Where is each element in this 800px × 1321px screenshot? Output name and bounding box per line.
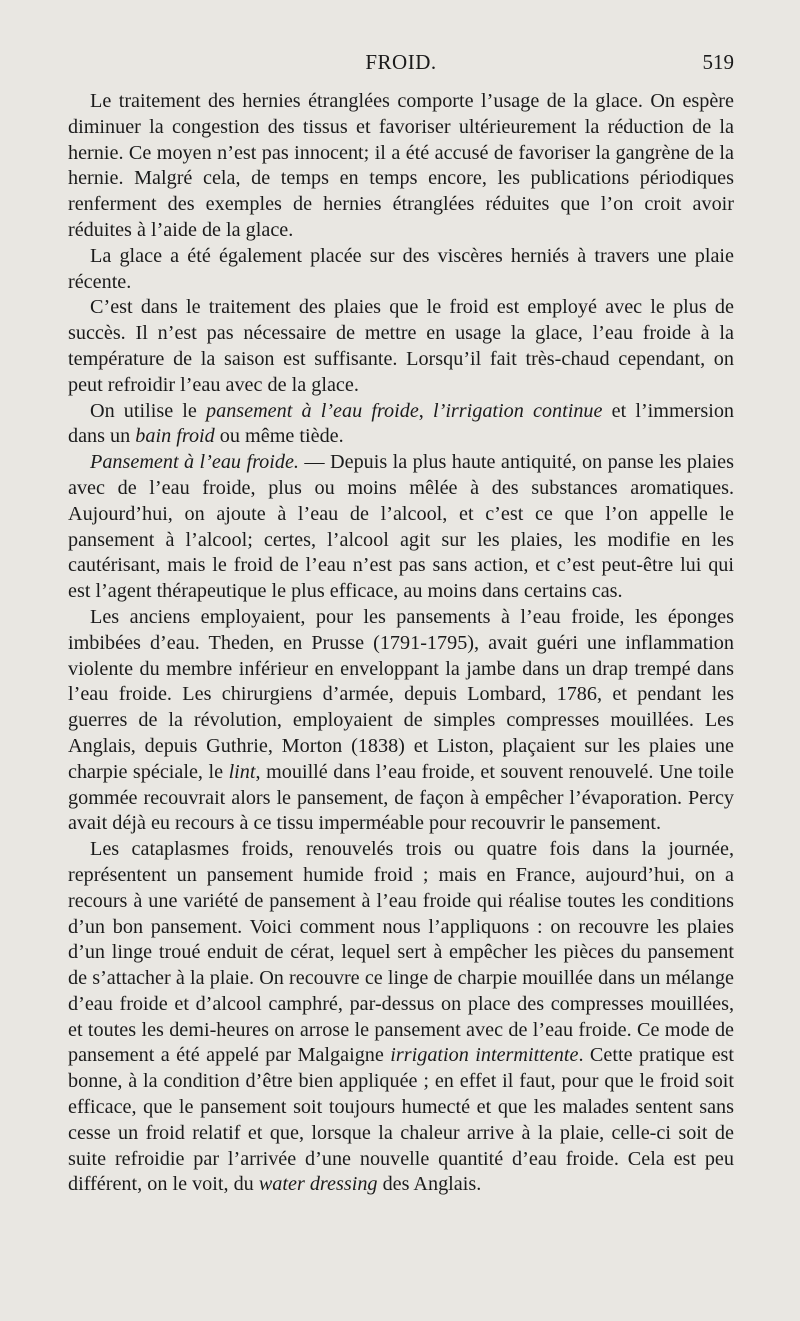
paragraph-text: On utilise le (90, 399, 206, 422)
running-head: FROID. (365, 50, 437, 74)
italic-term: lint (228, 760, 256, 783)
paragraph-anciens (68, 605, 734, 837)
paragraph-text: . Cette pratique est bonne, à la condition d’être bien appliquée ; en effet il faut, pour que le froid soit efficace, que le pansement soit toujours humecté et que les malades sentent sans cesse un froid relatif et que, lorsque la chaleur arrive à la plaie, celle-ci soit de suite refroidie par l’arrivée d’une nouvelle quantité d’eau froide. Cela est peu différent, on le voit, du (68, 1044, 734, 1196)
italic-term: bain froid (135, 425, 215, 448)
paragraph-text: — Depuis la plus haute antiquité, on panse les plaies avec de l’eau froide, plus ou moins mêlée à des substances aromatiques. Aujourd’hui, on ajoute à l’eau de l’alcool, et c’est ce que l’on appelle le pansement à l’alcool; certes, l’alcool agit sur les plaies, les modifie en les cautérisant, mais le froid de l’eau n’est pas sans action, et c’est peut-être lui qui est l’agent thérapeutique le plus efficace, au moins dans certains cas. (68, 451, 734, 603)
paragraph-text: des Anglais. (377, 1173, 482, 1196)
paragraph-text: et l’immersion dans un (68, 399, 735, 448)
italic-term: irrigation intermittente (390, 1044, 579, 1067)
paragraph-text: Le traitement des hernies étranglées comporte l’usage de la glace. On espère diminuer la congestion des tissus et favoriser ultérieurement la réduction de la hernie. Ce moyen n’est pas innocent; il a été accusé de favoriser la gangrène de la hernie. Malgré cela, de temps en temps encore, les publications périodiques renferment des exemples de hernies étranglées réduites que l’on croit avoir réduites à l’aide de la glace. (68, 90, 734, 241)
page-header (68, 50, 734, 80)
paragraph-text: C’est dans le traitement des plaies que le froid est employé avec le plus de succès. Il n’est pas nécessaire de mettre en usage la glace, l’eau froide à la température de la saison est suffisante. Lorsqu’il fait très-chaud cependant, on peut refroidir l’eau avec de la glace. (68, 296, 734, 396)
page-body (68, 89, 734, 1198)
paragraph-text: ou même tiède. (214, 425, 344, 448)
section-heading-italic: Pansement à l’eau froide. (90, 451, 299, 474)
paragraph-hernies (68, 89, 734, 244)
paragraph-pansement-eau-froide (68, 450, 734, 605)
paragraph-visceres (68, 244, 734, 296)
paragraph-text: , (418, 399, 433, 422)
italic-term: l’irrigation continue (432, 399, 603, 422)
italic-term: pansement à l’eau froide (206, 399, 419, 422)
paragraph-plaies (68, 295, 734, 398)
paragraph-text: Les cataplasmes froids, renouvelés trois ou quatre fois dans la journée, représentent un pansement humide froid ; mais en France, aujourd’hui, on a recours à une variété de pansement à l’eau froide qui réalise toutes les conditions d’un bon pansement. Voici comment nous l’appliquons : on recouvre les plaies d’un linge troué enduit de cérat, lequel sert à empêcher les pièces du pansement de s’attacher à la plaie. On recouvre ce linge de charpie mouillée dans un mélange d’eau froide et d’alcool camphré, par-dessus on place des compresses mouillées, et toutes les demi-heures on arrose le pansement avec de l’eau froide. Ce mode de pansement a été appelé par Malgaigne (68, 838, 734, 1067)
italic-term: water dressing (258, 1173, 378, 1196)
paragraph-methodes (68, 399, 734, 451)
paragraph-text: La glace a été également placée sur des viscères herniés à travers une plaie récente. (68, 244, 734, 293)
paragraph-cataplasmes (68, 837, 734, 1198)
paragraph-text: Les anciens employaient, pour les pansements à l’eau froide, les éponges imbibées d’eau. Theden, en Prusse (1791-1795), avait guéri une inflammation violente du membre inférieur en enveloppant la jambe dans un drap trempé dans l’eau froide. Les chirurgiens d’armée, depuis Lombard, 1786, et pendant les guerres de la révolution, employaient de simples compresses mouillées. Les Anglais, depuis Guthrie, Morton (1838) et Liston, plaçaient sur les plaies une charpie spéciale, le (68, 605, 734, 783)
paragraph-text: , mouillé dans l’eau froide, et souvent renouvelé. Une toile gommée recouvrait alors le pansement, de façon à empêcher l’évaporation. Percy avait déjà eu recours à ce tissu imperméable pour recouvrir le pansement. (68, 760, 734, 835)
page-number: 519 (702, 50, 734, 74)
